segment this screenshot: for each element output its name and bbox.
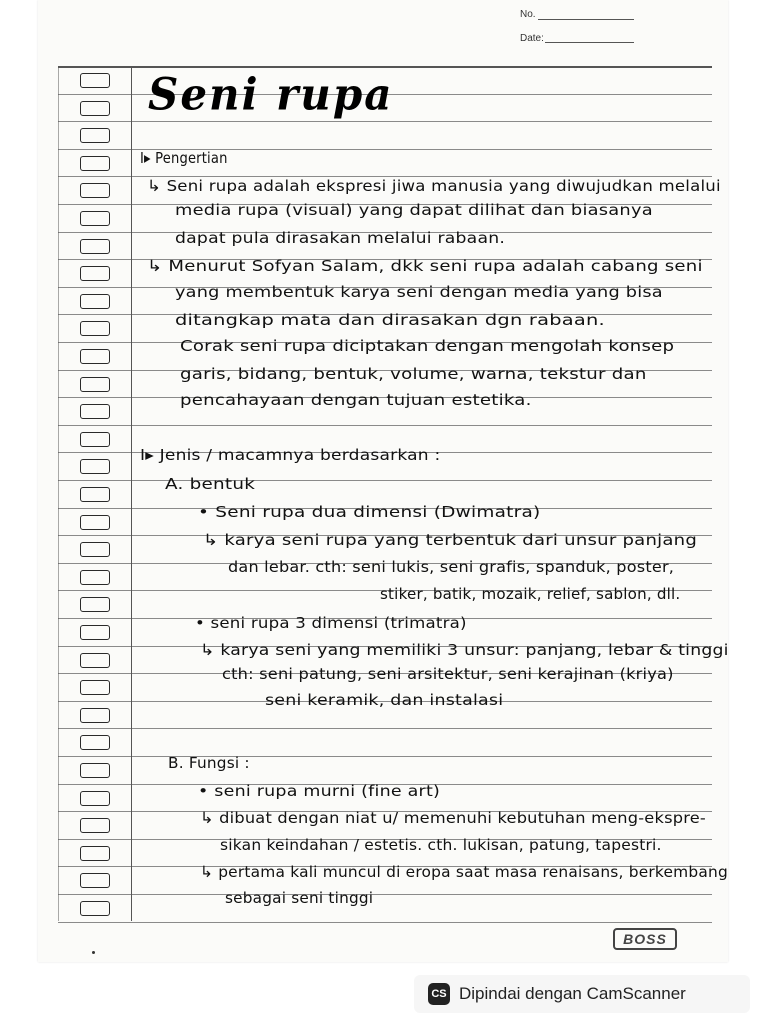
checkbox[interactable] [80,211,110,226]
checkbox[interactable] [80,515,110,530]
ruled-line [58,66,712,68]
note-line: ↳ Menurut Sofyan Salam, dkk seni rupa adalah cabang seni [147,257,703,275]
note-line: A. bentuk [165,475,256,493]
note-line: ↳ karya seni rupa yang terbentuk dari unsur panjang [203,531,698,549]
note-line: stiker, batik, mozaik, relief, sablon, dll. [380,585,681,603]
checkbox[interactable] [80,294,110,309]
note-line: pencahayaan dengan tujuan estetika. [180,391,532,409]
checkbox[interactable] [80,432,110,447]
camscanner-watermark [414,975,750,1013]
date-label: Date: [520,33,544,44]
checkbox[interactable] [80,321,110,336]
note-line: cth: seni patung, seni arsitektur, seni kerajinan (kriya) [222,665,674,683]
left-edge-line [58,66,59,921]
checkbox[interactable] [80,873,110,888]
note-line: B. Fungsi : [168,754,250,772]
no-label: No. [520,9,536,20]
note-line: dapat pula dirasakan melalui rabaan. [175,229,506,247]
checkbox[interactable] [80,846,110,861]
ink-dot [92,951,95,954]
note-line: ↳ dibuat dengan niat u/ memenuhi kebutuhan meng-ekspre- [200,809,706,827]
note-line: seni keramik, dan instalasi [265,691,504,709]
page-title: Seni rupa [148,68,394,121]
camscanner-text: Dipindai dengan CamScanner [459,984,686,1003]
checkbox[interactable] [80,377,110,392]
ruled-line [58,756,712,757]
ruled-line [58,425,712,426]
checkbox[interactable] [80,708,110,723]
checkbox[interactable] [80,239,110,254]
checkbox[interactable] [80,542,110,557]
checkbox[interactable] [80,680,110,695]
ruled-line [58,922,712,923]
checkbox[interactable] [80,101,110,116]
note-line: media rupa (visual) yang dapat dilihat dan biasanya [175,201,653,219]
checkbox[interactable] [80,818,110,833]
boss-logo: BOSS [613,928,677,950]
checkbox[interactable] [80,735,110,750]
checkbox[interactable] [80,128,110,143]
checkbox[interactable] [80,349,110,364]
checkbox[interactable] [80,266,110,281]
checkbox[interactable] [80,404,110,419]
note-line: Corak seni rupa diciptakan dengan mengolah konsep [180,337,675,355]
checkbox[interactable] [80,625,110,640]
note-line: garis, bidang, bentuk, volume, warna, tekstur dan [180,365,647,383]
checkbox[interactable] [80,183,110,198]
checkbox[interactable] [80,570,110,585]
note-line: ↳ Seni rupa adalah ekspresi jiwa manusia yang diwujudkan melalui [147,177,721,195]
note-line: dan lebar. cth: seni lukis, seni grafis, spanduk, poster, [228,558,675,576]
note-line: ↳ karya seni yang memiliki 3 unsur: panjang, lebar & tinggi [200,641,729,659]
ruled-line [58,480,712,481]
note-line: sikan keindahan / estetis. cth. lukisan, patung, tapestri. [220,836,662,854]
margin-line [131,66,132,921]
checkbox[interactable] [80,597,110,612]
note-line: • Seni rupa dua dimensi (Dwimatra) [198,503,541,521]
checkbox[interactable] [80,73,110,88]
note-line: • seni rupa 3 dimensi (trimatra) [195,614,467,632]
note-line: yang membentuk karya seni dengan media yang bisa [175,283,663,301]
camscanner-icon: CS [428,983,450,1005]
note-line: sebagai seni tinggi [225,889,374,907]
ruled-line [58,121,712,122]
ruled-line [58,728,712,729]
note-line: I▸ Jenis / macamnya berdasarkan : [140,446,441,464]
ruled-line [58,894,712,895]
checkbox[interactable] [80,901,110,916]
checkbox[interactable] [80,459,110,474]
note-line: I▸ Pengertian [140,149,228,167]
note-line: ditangkap mata dan dirasakan dgn rabaan. [175,311,605,329]
note-line: • seni rupa murni (fine art) [198,782,441,800]
checkbox[interactable] [80,487,110,502]
note-line: ↳ pertama kali muncul di eropa saat masa renaisans, berkembang [200,863,728,881]
checkbox[interactable] [80,156,110,171]
checkbox[interactable] [80,653,110,668]
checkbox[interactable] [80,791,110,806]
checkbox[interactable] [80,763,110,778]
